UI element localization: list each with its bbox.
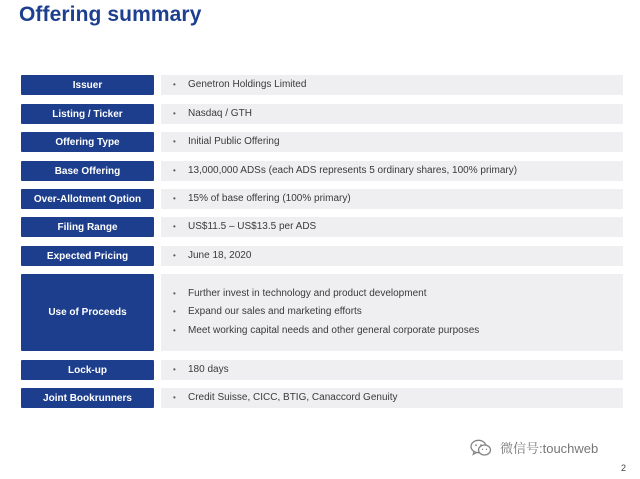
row-label: Expected Pricing (21, 246, 154, 266)
table-row (21, 388, 623, 408)
watermark (470, 438, 598, 457)
bullet: • (173, 193, 176, 203)
value-text: 180 days (188, 363, 229, 375)
bullet: • (173, 325, 176, 335)
value-text: Further invest in technology and product development (188, 287, 427, 299)
row-value (161, 189, 623, 209)
table-row (21, 360, 623, 380)
bullet: • (173, 221, 176, 231)
bullet: • (173, 364, 176, 374)
row-value (161, 217, 623, 237)
watermark-text: 微信号:touchweb (500, 441, 599, 456)
list-item (173, 303, 623, 322)
row-value (161, 161, 623, 181)
row-label: Issuer (21, 75, 154, 95)
value-text: Credit Suisse, CICC, BTIG, Canaccord Genuity (188, 391, 398, 403)
table-row (21, 75, 623, 95)
list-item (173, 247, 623, 266)
bullet: • (173, 136, 176, 146)
row-label: Listing / Ticker (21, 104, 154, 124)
page-number: 2 (621, 463, 627, 473)
table-row (21, 104, 623, 124)
list-item (173, 133, 623, 152)
value-text: Initial Public Offering (188, 135, 280, 147)
row-value (161, 132, 623, 152)
value-text: June 18, 2020 (188, 249, 252, 261)
list-item (173, 76, 623, 95)
value-text: Meet working capital needs and other general corporate purposes (188, 324, 480, 336)
list-item (173, 218, 623, 237)
value-text: US$11.5 – US$13.5 per ADS (188, 220, 317, 232)
row-label: Base Offering (21, 161, 154, 181)
value-text: Nasdaq / GTH (188, 107, 252, 119)
table-row (21, 217, 623, 237)
row-label: Lock-up (21, 360, 154, 380)
list-item (173, 322, 623, 341)
list-item (173, 285, 623, 304)
row-value (161, 246, 623, 266)
row-label: Filing Range (21, 217, 154, 237)
table-row (21, 274, 623, 351)
value-text: Genetron Holdings Limited (188, 78, 307, 90)
list-item (173, 162, 623, 181)
row-label: Joint Bookrunners (21, 388, 154, 408)
bullet: • (173, 79, 176, 89)
table-row (21, 246, 623, 266)
table-row (21, 161, 623, 181)
row-value (161, 360, 623, 380)
row-value (161, 104, 623, 124)
wechat-icon (470, 439, 492, 457)
bullet: • (173, 108, 176, 118)
list-item (173, 105, 623, 124)
value-text: 15% of base offering (100% primary) (188, 192, 351, 204)
row-value (161, 274, 623, 351)
row-value (161, 75, 623, 95)
row-label: Offering Type (21, 132, 154, 152)
bullet: • (173, 307, 176, 317)
list-item (173, 361, 623, 380)
row-label: Use of Proceeds (21, 274, 154, 351)
row-value (161, 388, 623, 408)
bullet: • (173, 288, 176, 298)
bullet: • (173, 392, 176, 402)
page-title: Offering summary (19, 3, 202, 26)
bullet: • (173, 165, 176, 175)
table-row (21, 189, 623, 209)
value-text: 13,000,000 ADSs (each ADS represents 5 ordinary shares, 100% primary) (188, 164, 518, 176)
table-row (21, 132, 623, 152)
value-text: Expand our sales and marketing efforts (188, 306, 362, 318)
bullet: • (173, 250, 176, 260)
list-item (173, 389, 623, 408)
row-label: Over-Allotment Option (21, 189, 154, 209)
list-item (173, 190, 623, 209)
